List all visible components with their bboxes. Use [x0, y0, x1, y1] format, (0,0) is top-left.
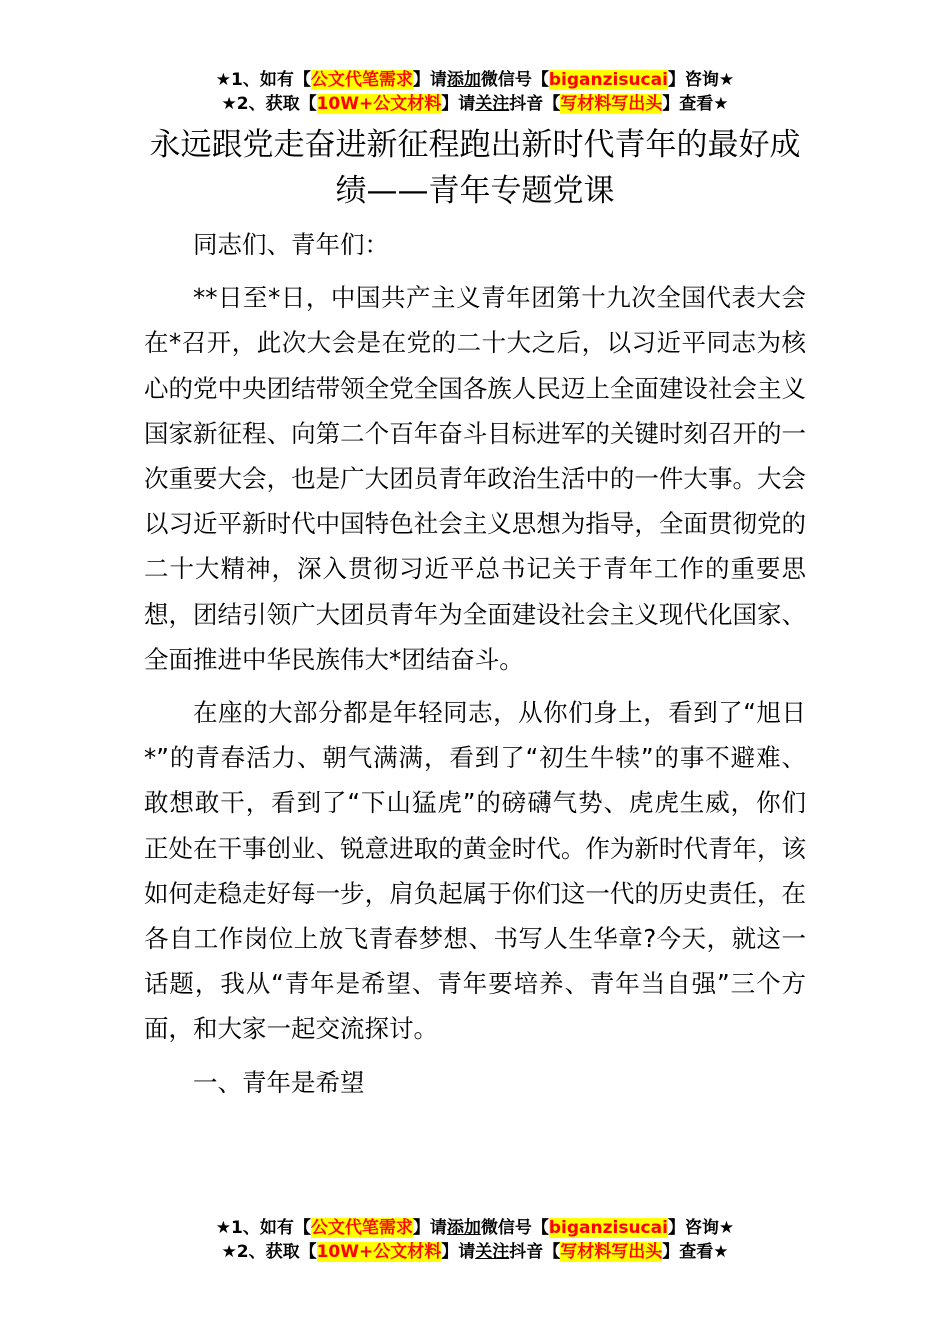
highlight-service: 公文代笔需求 — [310, 70, 413, 90]
body-paragraph-1: **日至*日，中国共产主义青年团第十九次全国代表大会在*召开，此次大会是在党的二十大之后，以习近平同志为核心的党中央团结带领全党全国各族人民迈上全面建设社会主义国家新征程、向第二个百年奋斗目标进军的关键时刻召开的一次重要大会，也是广大团员青年政治生活中的一件大事。大会以习近平新时代中国特色社会主义思想为指导，全面贯彻党的二十大精神，深入贯彻习近平总书记关于青年工作的重要思想，团结引领广大团员青年为全面建设社会主义现代化国家、全面推进中华民族伟大*团结奋斗。 — [144, 283, 806, 674]
header-notice-line-1 — [0, 68, 950, 92]
document-title: 永远跟党走奋进新征程跑出新时代青年的最好成绩——青年专题党课 — [149, 127, 801, 209]
notice-text: ★1、如有【 — [215, 1218, 311, 1238]
notice-text: 】请 — [412, 70, 447, 90]
notice-underline: 关注 — [475, 1242, 510, 1262]
salutation-paragraph: 同志们、青年们： — [193, 230, 389, 259]
notice-text: 】请 — [412, 1218, 447, 1238]
notice-text: ★2、获取【 — [221, 1242, 317, 1262]
footer-notice — [0, 1216, 950, 1264]
notice-text: 】查看★ — [662, 94, 729, 114]
notice-text: 微信号【 — [480, 1218, 549, 1238]
notice-text: 】查看★ — [662, 1242, 729, 1262]
footer-notice-line-1 — [0, 1216, 950, 1240]
notice-text: ★1、如有【 — [215, 70, 311, 90]
notice-text: ★2、获取【 — [221, 94, 317, 114]
notice-text: 微信号【 — [480, 70, 549, 90]
highlight-service: 公文代笔需求 — [310, 1218, 413, 1238]
highlight-douyin-id: 写材料写出头 — [560, 94, 663, 114]
notice-underline: 关注 — [475, 94, 510, 114]
notice-text: 抖音【 — [509, 94, 561, 114]
body-paragraph-2: 在座的大部分都是年轻同志，从你们身上，看到了“旭日*”的青春活力、朝气满满，看到了“初生牛犊”的事不避难、敢想敢干，看到了“下山猛虎”的磅礴气势、虎虎生威，你们正处在干事创业、锐意进取的黄金时代。作为新时代青年，该如何走稳走好每一步，肩负起属于你们这一代的历史责任，在各自工作岗位上放飞青春梦想、书写人生华章?今天，就这一话题，我从“青年是希望、青年要培养、青年当自强”三个方面，和大家一起交流探讨。 — [144, 698, 806, 1044]
highlight-materials: 10W+公文材料 — [316, 1242, 442, 1262]
notice-text: 】咨询★ — [667, 1218, 735, 1238]
highlight-wechat-id: biganzisucai — [548, 70, 668, 90]
notice-underline: 添加 — [446, 70, 481, 90]
notice-underline: 添加 — [446, 1218, 481, 1238]
notice-text: 】请 — [441, 1242, 476, 1262]
highlight-douyin-id: 写材料写出头 — [560, 1242, 663, 1262]
section-heading-1: 一、青年是希望 — [193, 1067, 365, 1097]
notice-text: 】请 — [441, 94, 476, 114]
highlight-wechat-id: biganzisucai — [548, 1218, 668, 1238]
notice-text: 】咨询★ — [667, 70, 735, 90]
notice-text: 抖音【 — [509, 1242, 561, 1262]
footer-notice-line-2 — [0, 1240, 950, 1264]
document-body — [144, 222, 806, 1113]
header-notice-line-2 — [0, 92, 950, 116]
header-notice — [0, 68, 950, 116]
highlight-materials: 10W+公文材料 — [316, 94, 442, 114]
